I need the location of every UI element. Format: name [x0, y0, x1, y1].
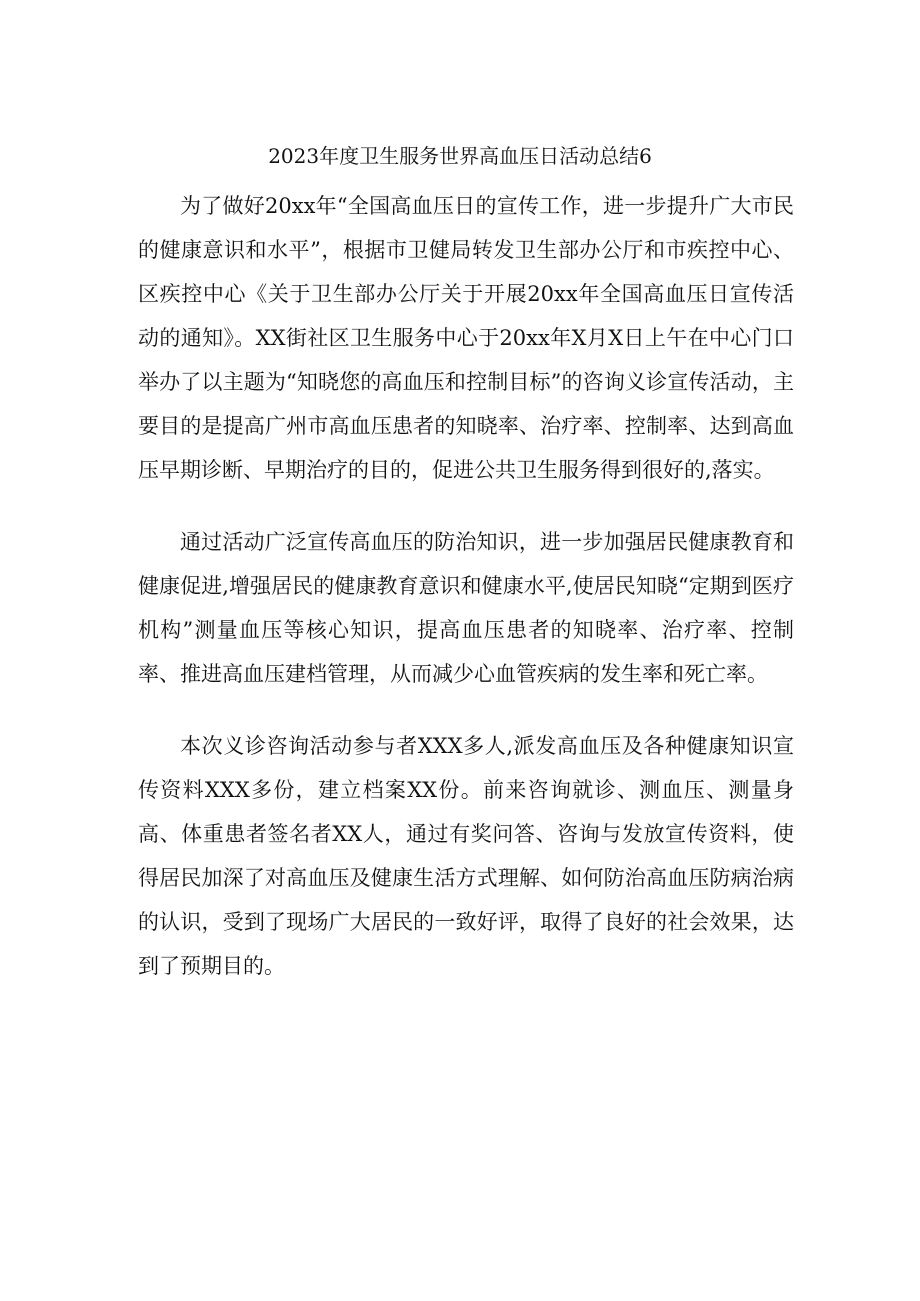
document-title: 2023年度卫生服务世界高血压日活动总结6 [268, 144, 652, 168]
document-body [138, 184, 794, 1016]
paragraph-1: 为了做好20xx年“全国高血压日的宣传工作，进一步提升广大市民的健康意识和水平”，根据市卫健局转发卫生部办公厅和市疾控中心、区疾控中心《关于卫生部办公厅关于开展20xx年全国高血压日宣传活动的通知》。XX街社区卫生服务中心于20xx年X月X日上午在中心门口举办了以主题为“知晓您的高血压和控制目标”的咨询义诊宣传活动，主要目的是提高广州市高血压患者的知晓率、治疗率、控制率、达到高血压早期诊断、早期治疗的目的，促进公共卫生服务得到很好的,落实。 [138, 194, 794, 482]
paragraph-2: 通过活动广泛宣传高血压的防治知识，进一步加强居民健康教育和健康促进,增强居民的健康教育意识和健康水平,使居民知晓“定期到医疗机构”测量血压等核心知识，提高血压患者的知晓率、治疗率、控制率、推进高血压建档管理，从而减少心血管疾病的发生率和死亡率。 [138, 530, 794, 686]
paragraph-3: 本次义诊咨询活动参与者XXX多人,派发高血压及各种健康知识宣传资料XXX多份，建立档案XX份。前来咨询就诊、测血压、测量身高、体重患者签名者XX人，通过有奖问答、咨询与发放宣传资料，使得居民加深了对高血压及健康生活方式理解、如何防治高血压防病治病的认识，受到了现场广大居民的一致好评，取得了良好的社会效果，达到了预期目的。 [138, 734, 794, 978]
